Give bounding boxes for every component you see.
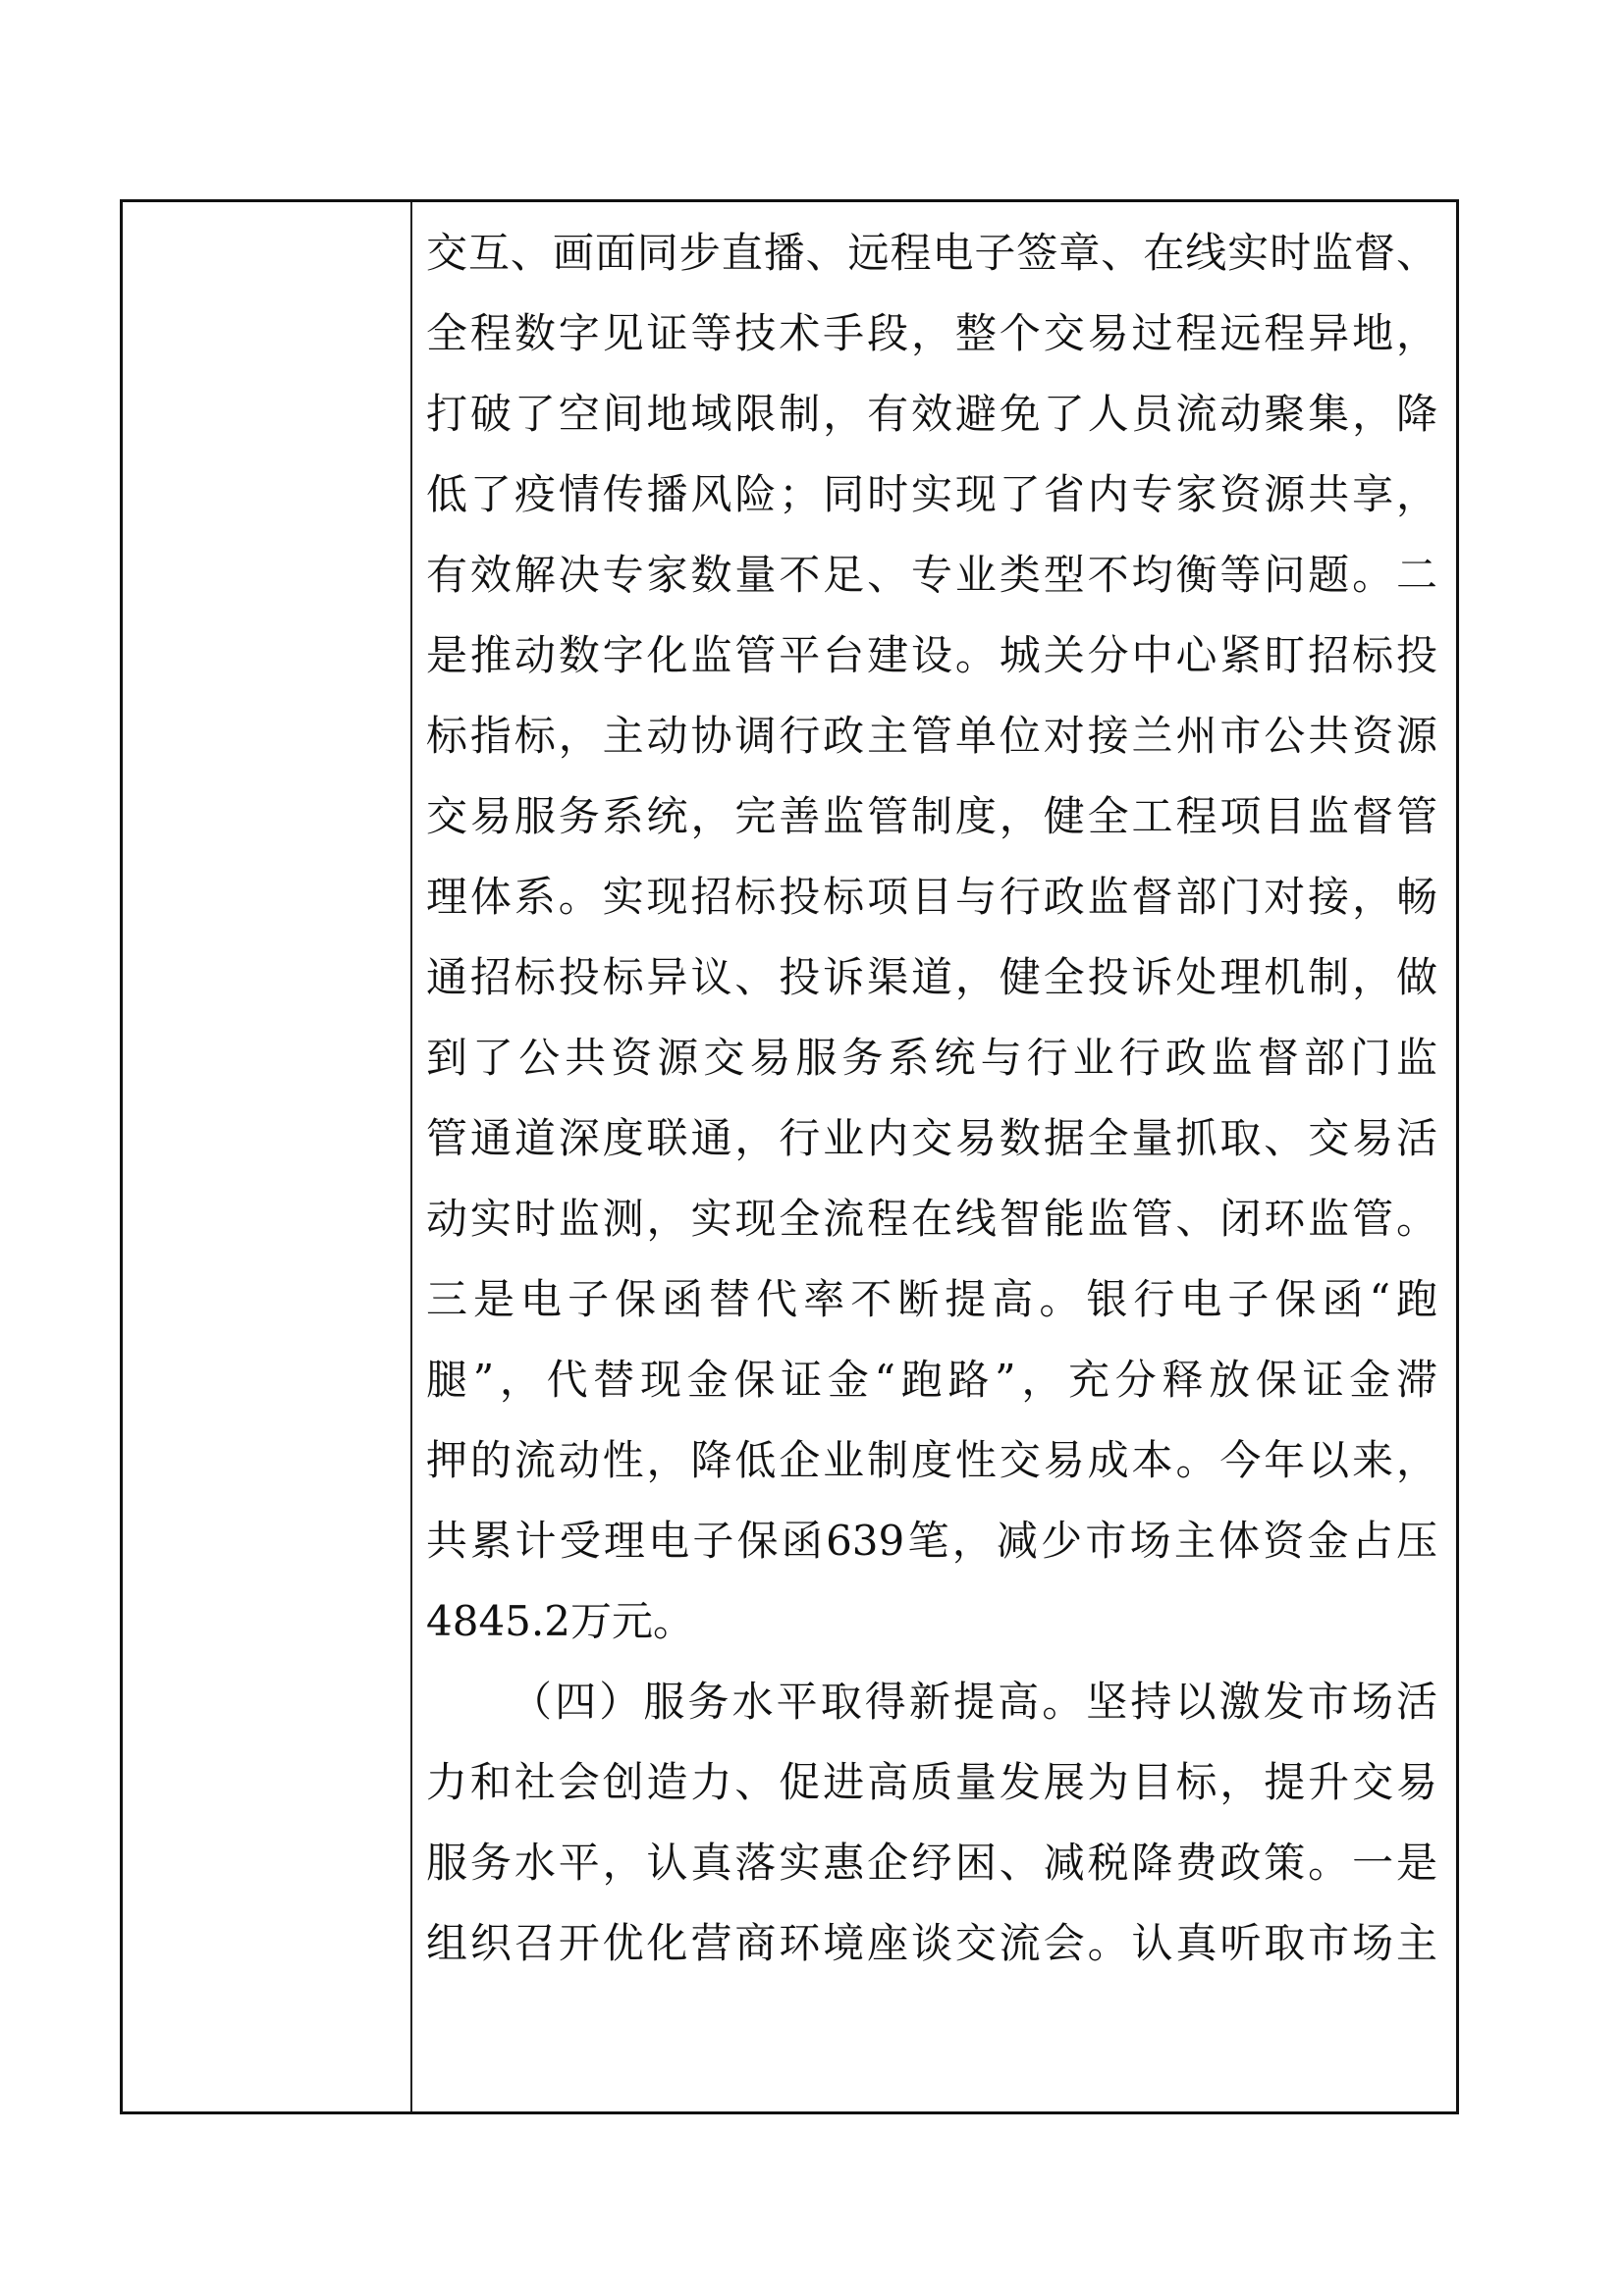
text-line: 打破了空间地域限制，有效避免了人员流动聚集，降: [426, 390, 1437, 438]
left-empty-cell: [123, 202, 410, 2111]
text-line: 押的流动性，降低企业制度性交易成本。今年以来，: [426, 1436, 1437, 1484]
content-table: [120, 199, 1459, 2114]
text-line: 力和社会创造力、促进高质量发展为目标，提升交易: [426, 1758, 1437, 1806]
text-line: 共累计受理电子保函639笔，减少市场主体资金占压: [426, 1517, 1437, 1565]
section-heading-line: （四）服务水平取得新提高。坚持以激发市场活: [511, 1678, 1437, 1726]
text-line: 是推动数字化监管平台建设。城关分中心紧盯招标投: [426, 631, 1437, 679]
body-text-cell: [426, 202, 1437, 2111]
column-divider: [410, 202, 412, 2111]
text-line: 管通道深度联通，行业内交易数据全量抓取、交易活: [426, 1114, 1437, 1162]
text-line: 通招标投标异议、投诉渠道，健全投诉处理机制，做: [426, 953, 1437, 1001]
text-line: 腿”，代替现金保证金“跑路”，充分释放保证金滞: [426, 1356, 1437, 1404]
text-line: 4845.2万元。: [426, 1597, 694, 1645]
text-line: 交易服务系统，完善监管制度，健全工程项目监督管: [426, 792, 1437, 840]
text-line: 低了疫情传播风险；同时实现了省内专家资源共享，: [426, 470, 1437, 518]
text-line: 有效解决专家数量不足、专业类型不均衡等问题。二: [426, 551, 1437, 599]
text-line: 全程数字见证等技术手段，整个交易过程远程异地，: [426, 309, 1437, 357]
text-line: 三是电子保函替代率不断提高。银行电子保函“跑: [426, 1275, 1437, 1323]
text-line: 交互、画面同步直播、远程电子签章、在线实时监督、: [426, 229, 1437, 277]
text-line: 到了公共资源交易服务系统与行业行政监督部门监: [426, 1034, 1437, 1082]
text-line: 服务水平，认真落实惠企纾困、减税降费政策。一是: [426, 1839, 1437, 1887]
text-line: 理体系。实现招标投标项目与行政监督部门对接，畅: [426, 873, 1437, 921]
text-line: 组织召开优化营商环境座谈交流会。认真听取市场主: [426, 1919, 1437, 1967]
text-line: 标指标，主动协调行政主管单位对接兰州市公共资源: [426, 712, 1437, 760]
text-line: 动实时监测，实现全流程在线智能监管、闭环监管。: [426, 1195, 1437, 1243]
